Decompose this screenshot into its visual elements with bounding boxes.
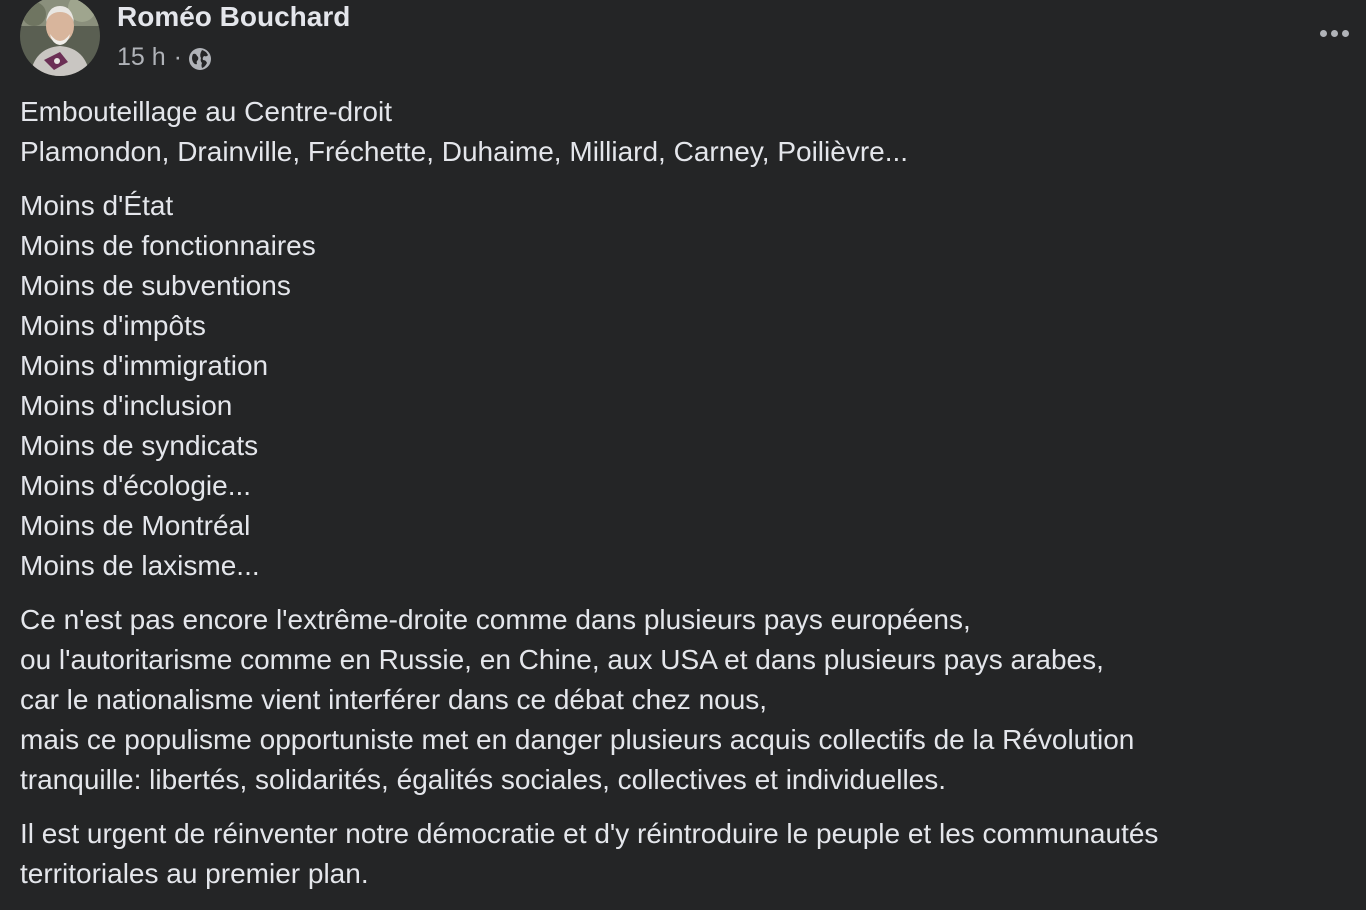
text-line: Moins de subventions xyxy=(20,270,291,301)
text-line: Moins de laxisme... xyxy=(20,550,260,581)
post-time[interactable]: 15 h xyxy=(117,43,166,71)
author-name[interactable]: Roméo Bouchard xyxy=(117,1,351,32)
paragraph-4 xyxy=(20,814,1350,894)
author-avatar[interactable] xyxy=(20,0,100,76)
meta-separator: · xyxy=(173,43,182,71)
globe-icon[interactable] xyxy=(188,46,212,70)
text-line: Plamondon, Drainville, Fréchette, Duhaime, Milliard, Carney, Poilièvre... xyxy=(20,136,909,167)
text-line: Moins d'impôts xyxy=(20,310,206,341)
text-line: Il est urgent de réinventer notre démocratie et d'y réintroduire le peuple et les communautés xyxy=(20,818,1159,849)
text-line: Moins d'inclusion xyxy=(20,390,233,421)
text-line: Moins de fonctionnaires xyxy=(20,230,316,261)
text-line: mais ce populisme opportuniste met en danger plusieurs acquis collectifs de la Révolution xyxy=(20,724,1135,755)
text-line: Moins de syndicats xyxy=(20,430,259,461)
text-line: Moins d'immigration xyxy=(20,350,269,381)
avatar-photo xyxy=(20,0,100,76)
text-line: territoriales au premier plan. xyxy=(20,858,369,889)
paragraph-2 xyxy=(20,186,1350,586)
text-line: tranquille: libertés, solidarités, égalités sociales, collectives et individuelles. xyxy=(20,764,947,795)
more-options-icon[interactable] xyxy=(1316,18,1352,48)
text-line: Ce n'est pas encore l'extrême-droite comme dans plusieurs pays européens, xyxy=(20,604,971,635)
text-line: Moins de Montréal xyxy=(20,510,251,541)
text-line: Moins d'écologie... xyxy=(20,470,252,501)
text-line: Embouteillage au Centre-droit xyxy=(20,96,392,127)
paragraph-3 xyxy=(20,600,1350,800)
text-line: ou l'autoritarisme comme en Russie, en Chine, aux USA et dans plusieurs pays arabes, xyxy=(20,644,1104,675)
post-content xyxy=(20,92,1350,908)
text-line: Moins d'État xyxy=(20,190,174,221)
paragraph-1 xyxy=(20,92,1350,172)
text-line: car le nationalisme vient interférer dans ce débat chez nous, xyxy=(20,684,768,715)
post-meta xyxy=(117,40,212,74)
